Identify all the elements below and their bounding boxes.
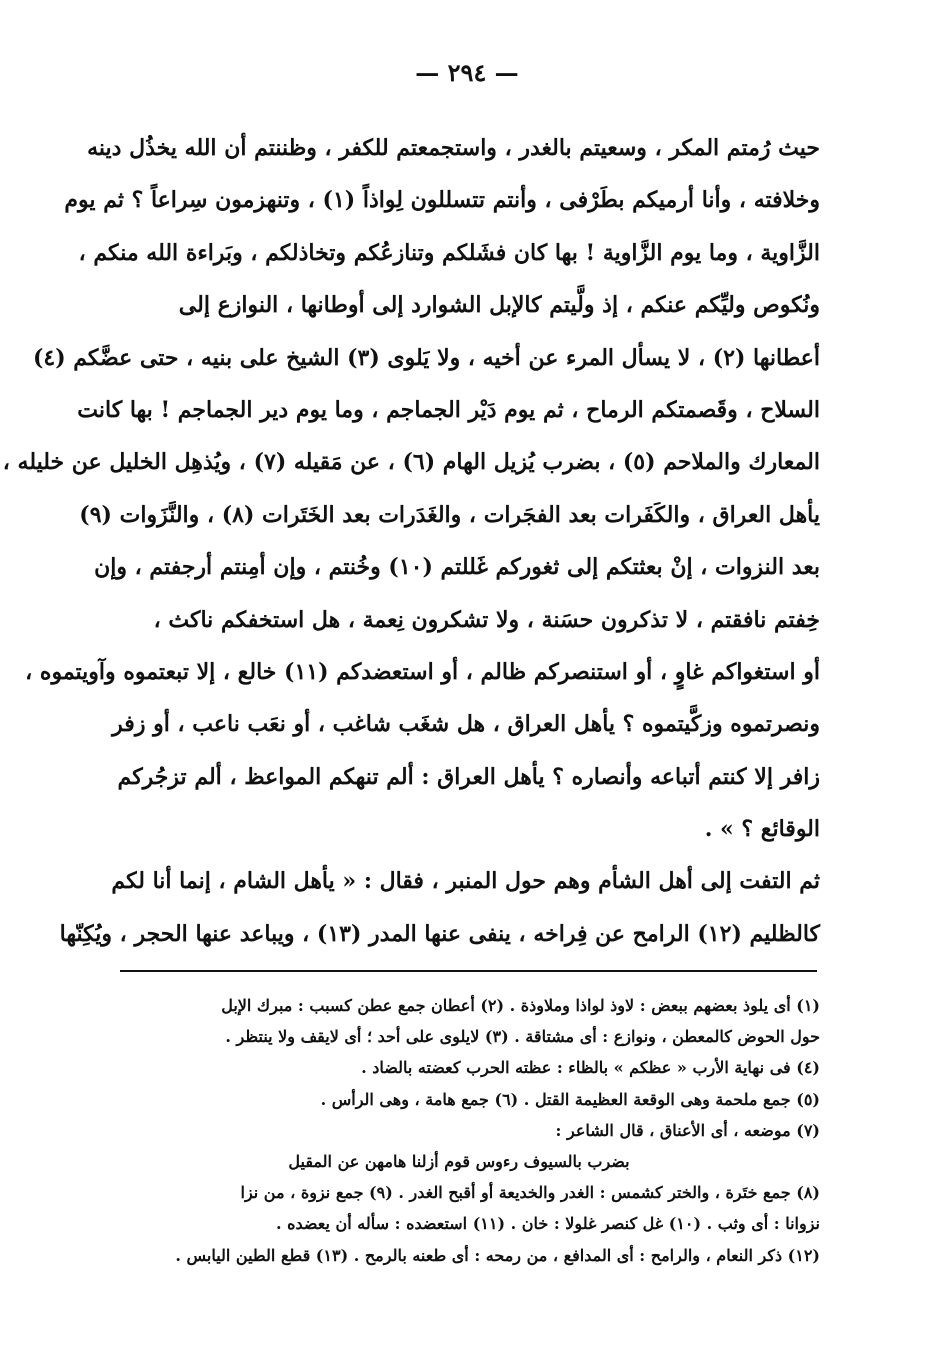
footnote-divider (120, 970, 817, 972)
text-line: السلاح ، وقَصمتكم الرماح ، ثم يوم دَيْر الجماجم ، وما يوم دير الجماجم ! بها كانت (77, 396, 820, 423)
text-line: الوقائع ؟ » . (704, 816, 820, 843)
text-line: الزَّاوية ، وما يوم الزَّاوية ! بها كان فشَلكم وتنازعُكم وتخاذلكم ، وبَراءة الله منكم ، (78, 239, 820, 266)
text-line: حيث رُمتم المكر ، وسعيتم بالغدر ، واستجمعتم للكفر ، وظننتم أن الله يخذُل دينه (87, 135, 820, 161)
page-number: — ٢٩٤ — (415, 58, 519, 87)
main-text (2, 122, 820, 960)
footnote-line: (١) أى يلوذ بعضهم ببعض : لاوذ لواذا وملاوذة . (٢) أعطان جمع عطن كسبب : مبرك الإبل (221, 996, 820, 1015)
footnote-line: (٨) جمع ختَرة ، والختر كشمس : الغدر والخديعة أو أقبح الغدر . (٩) جمع نزوة ، من نزا (240, 1183, 820, 1203)
footnote-line: (٥) جمع ملحمة وهى الوقعة العظيمة القتل . (٦) جمع هامة ، وهى الرأس . (320, 1089, 820, 1109)
text-line: كالظليم (١٢) الرامح عن فِراخه ، ينفى عنها المدر (١٣) ، ويباعد عنها الحجر ، ويُكِنّها (59, 920, 820, 947)
text-line: خِفتم نافقتم ، لا تذكرون حسَنة ، ولا تشكرون نِعمة ، هل استخفكم ناكث ، (153, 606, 820, 633)
footnote-line: (٤) فى نهاية الأرب « عظكم » بالظاء : عظته الحرب كعضته بالضاد . (361, 1058, 820, 1078)
text-line: ونصرتموه وزكَّيتموه ؟ يأهل العراق ، هل شغَب شاغب ، أو نعَب ناعب ، أو زفر (112, 711, 820, 738)
footnote-line: (٧) موضعه ، أى الأعناق ، قال الشاعر : (555, 1120, 820, 1140)
text-line: ونُكوص وليِّكم عنكم ، إذ ولَّيتم كالإبل الشوارد إلى أوطانها ، النوازع إلى (178, 292, 820, 319)
text-line: بعد النزوات ، إنْ بعثتكم إلى ثغوركم غَللتم (١٠) وخُنتم ، وإن أمِنتم أرجفتم ، وإن (94, 554, 820, 581)
text-line: ثم التفت إلى أهل الشأم وهم حول المنبر ، فقال : « يأهل الشام ، إنما أنا لكم (111, 868, 820, 895)
text-line: يأهل العراق ، والكَفَرات بعد الفجَرات ، والغَدَرات بعد الخَتَرات (٨) ، والنَّزَوات (٩) (79, 501, 820, 528)
text-line: زافر إلا كنتم أتباعه وأنصاره ؟ يأهل العراق : ألم تنهكم المواعظ ، ألم تزجُركم (117, 763, 820, 790)
footnotes (98, 990, 820, 1271)
text-line: وخلافته ، وأنا أرميكم بطَرْفى ، وأنتم تتسللون لِواذاً (١) ، وتنهزمون سِراعاً ؟ ثم يوم (64, 187, 820, 214)
footnote-line: نزوانا : أى وثب . (١٠) غل كنصر غلولا : خان . (١١) استعضده : سأله أن يعضده . (275, 1214, 820, 1234)
text-line: المعارك والملاحم (٥) ، بضرب يُزيل الهام (٦) ، عن مَقيله (٧) ، ويُذهِل الخليل عن خليله ، (2, 449, 820, 476)
text-line: أو استغواكم غاوٍ ، أو استنصركم ظالم ، أو استعضدكم (١١) خالع ، إلا تبعتموه وآويتموه ، (25, 658, 820, 685)
text-line: أعطانها (٢) ، لا يسأل المرء عن أخيه ، ولا يَلوى (٣) الشيخ على بنيه ، حتى عضَّكم (٤) (32, 344, 820, 371)
footnote-line: حول الحوض كالمعطن ، ونوازع : أى مشتاقة . (٣) لايلوى على أحد ؛ أى لايقف ولا ينتظر . (225, 1027, 820, 1047)
footnote-verse: بضرب بالسيوف رءوس قوم أزلنا هامهن عن المقيل (288, 1151, 630, 1171)
footnote-line: (١٢) ذكر النعام ، والرامح : أى المدافع ، من رمحه : أى طعنه بالرمح . (١٣) قطع الطين اليابس . (175, 1245, 820, 1265)
